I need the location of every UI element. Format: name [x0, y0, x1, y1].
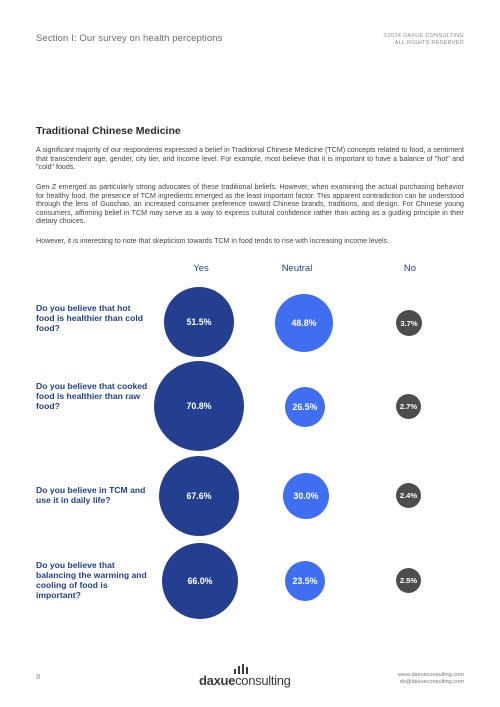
circle-neutral — [285, 561, 325, 601]
question-tcm-daily: Do you believe in TCM and use it in daily life? — [36, 485, 146, 505]
paragraph-intro: A significant majority of our respondents expressed a belief in Traditional Chinese Medicine (TCM) concepts related to food, a sentiment that transcendent age, gender, city tier, and income level. For example, most believe that it is important to have a balance of "hot" and "cold" foods. — [36, 146, 464, 172]
value-neutral: 23.5% — [292, 576, 318, 586]
column-header-neutral: Neutral — [281, 263, 313, 274]
circle-no — [396, 394, 421, 419]
column-header-no: No — [403, 263, 417, 274]
value-neutral: 30.0% — [293, 491, 319, 501]
question-cooked-food: Do you believe that cooked food is healthier than raw food? — [36, 381, 148, 411]
circle-neutral — [283, 473, 329, 519]
value-yes: 70.8% — [186, 401, 212, 411]
question-warming-cooling: Do you believe that balancing the warming and cooling of food is important? — [36, 560, 147, 600]
article-title: Traditional Chinese Medicine — [36, 125, 181, 137]
circle-no — [396, 568, 421, 593]
value-yes: 51.5% — [186, 317, 212, 327]
section-header: Section I: Our survey on health perceptions — [36, 33, 223, 44]
logo-wordmark — [199, 673, 291, 688]
value-no: 3.7% — [400, 318, 418, 328]
column-header-yes: Yes — [193, 263, 209, 274]
daxue-logo — [199, 664, 301, 690]
paragraph-income: However, it is interesting to note that skepticism towards TCM in food tends to rise with increasing income levels. — [36, 237, 390, 245]
website-link[interactable]: www.daxueconsulting.com — [398, 672, 464, 678]
value-no: 2.7% — [399, 402, 418, 411]
value-neutral: 26.5% — [292, 402, 318, 412]
logo-regular-text: consulting — [235, 673, 291, 688]
logo-bold-text: daxue — [199, 673, 236, 688]
footer-contact — [398, 672, 464, 686]
paragraph-gen-z: Gen Z emerged as particularly strong advocates of these traditional beliefs. However, when examining the actual purchasing behavior for healthy food, the presence of TCM ingredients emerged as the least important factor. This apparent contradiction can be understood through the lens of Guochao, an increased consumer preference toward Chinese brands, traditions, and design. For Chinese young consumers, affirming belief in TCM may serve as a way to express cultural confidence rather than acting as a guiding principle in their dietary choices. — [36, 183, 464, 226]
value-no: 2.5% — [399, 576, 418, 585]
circle-neutral — [285, 387, 325, 427]
page-number: 8 — [36, 672, 41, 681]
circle-yes — [164, 287, 234, 357]
circle-yes — [154, 361, 244, 451]
circle-neutral — [275, 294, 333, 352]
email-link[interactable]: dx@daxueconsulting.com — [399, 678, 464, 685]
value-neutral: 48.8% — [291, 318, 317, 328]
circle-no — [396, 310, 422, 336]
value-no: 2.4% — [399, 491, 418, 500]
rights-line: ALL RIGHTS RESERVED — [394, 39, 464, 46]
circle-yes — [159, 456, 239, 536]
circle-no — [396, 483, 421, 508]
question-hot-food: Do you believe that hot food is healthier than cold food? — [36, 303, 143, 333]
value-yes: 66.0% — [187, 576, 213, 586]
circle-yes — [162, 543, 238, 619]
value-yes: 67.6% — [186, 491, 212, 501]
copyright-notice — [383, 33, 464, 46]
copyright-line: ©2024 DAXUE CONSULTING — [383, 33, 464, 39]
